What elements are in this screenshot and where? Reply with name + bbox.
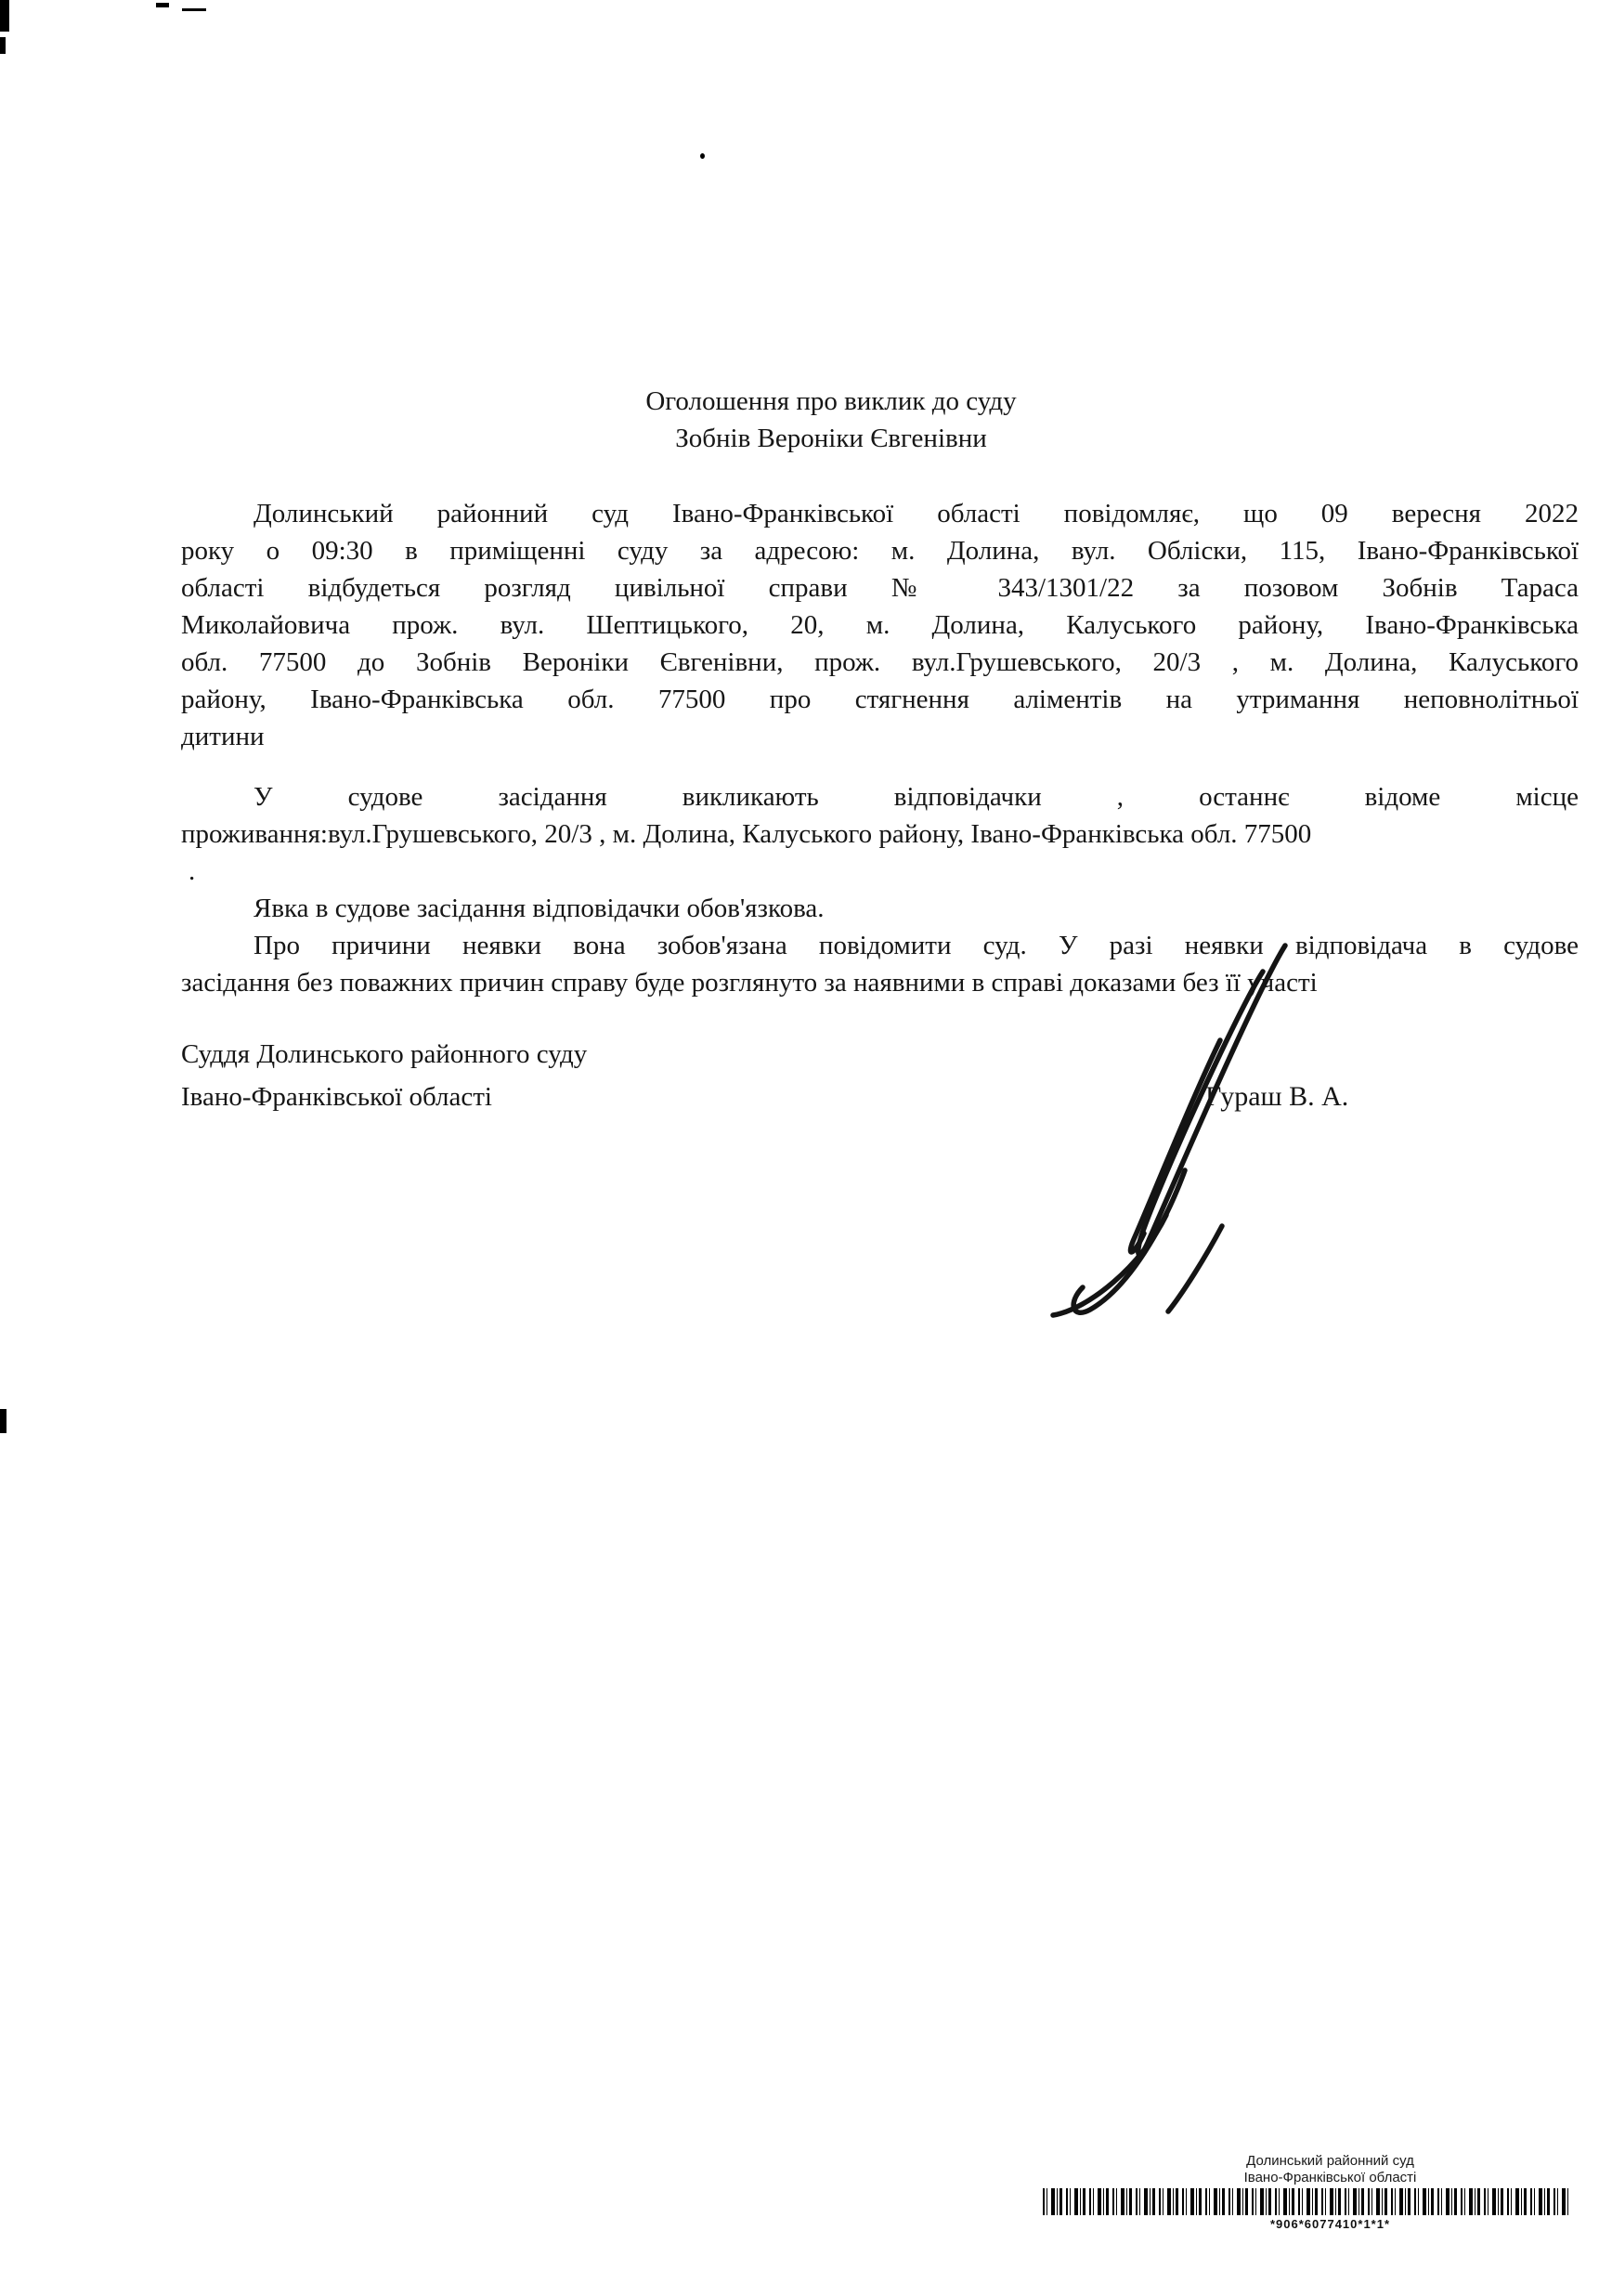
document-body bbox=[181, 495, 1579, 1001]
judge-name: Гураш В. А. bbox=[1205, 1081, 1349, 1112]
scan-artifact bbox=[0, 37, 6, 54]
body-line: району, Івано-Франківська обл. 77500 про стягнення аліментів на утримання неповнолітньої bbox=[181, 685, 1579, 714]
body-line: області відбудеться розгляд цивільної справи № 343/1301/22 за позовом Зобнів Тараса bbox=[181, 573, 1579, 603]
footer-court-line-2: Івано-Франківської області bbox=[1243, 2170, 1417, 2185]
judge-role-line-2: Івано-Франківської області bbox=[181, 1082, 492, 1112]
body-line: засідання без поважних причин справу буде розглянуто за наявними в справі доказами без її участі bbox=[181, 968, 1318, 998]
document-title bbox=[181, 383, 1481, 457]
scan-artifact bbox=[156, 3, 169, 7]
body-line: Долинський районний суд Івано-Франківської області повідомляє, що 09 вересня 2022 bbox=[254, 499, 1579, 528]
scan-artifact bbox=[182, 8, 206, 11]
scan-artifact bbox=[700, 153, 705, 159]
body-line: Явка в судове засідання відповідачки обов'язкова. bbox=[254, 894, 825, 923]
title-line-1: Оголошення про виклик до суду bbox=[645, 386, 1017, 416]
title-line-2: Зобнів Вероніки Євгенівни bbox=[675, 424, 987, 453]
footer-court-name bbox=[1184, 2153, 1476, 2186]
barcode-value: *906*6077410*1*1* bbox=[1269, 2217, 1391, 2231]
body-line: . bbox=[188, 856, 196, 886]
signature-block bbox=[181, 1033, 587, 1118]
body-line: Про причини неявки вона зобов'язана повідомити суд. У разі неявки відповідача в судове bbox=[254, 931, 1579, 960]
body-line: Миколайовича прож. вул. Шептицького, 20, м. Долина, Калуського району, Івано-Франківська bbox=[181, 610, 1579, 640]
handwritten-signature bbox=[1029, 931, 1335, 1325]
body-line: дитини bbox=[181, 722, 265, 751]
scan-artifact bbox=[0, 0, 9, 32]
scan-artifact bbox=[0, 1409, 6, 1433]
body-line: року о 09:30 в приміщенні суду за адресою: м. Долина, вул. Обліски, 115, Івано-Франківської bbox=[181, 536, 1579, 566]
footer-court-line-1: Долинський районний суд bbox=[1246, 2153, 1414, 2169]
judge-role-line-1: Суддя Долинського районного суду bbox=[181, 1039, 588, 1069]
body-line: У судове засідання викликають відповідачки , останнє відоме місце bbox=[254, 782, 1579, 812]
body-line: проживання:вул.Грушевського, 20/3 , м. Долина, Калуського району, Івано-Франківська обл. 77500 bbox=[181, 819, 1312, 849]
barcode bbox=[1043, 2188, 1568, 2215]
body-line: обл. 77500 до Зобнів Вероніки Євгенівни, прож. вул.Грушевського, 20/3 , м. Долина, Калуського bbox=[181, 647, 1579, 677]
